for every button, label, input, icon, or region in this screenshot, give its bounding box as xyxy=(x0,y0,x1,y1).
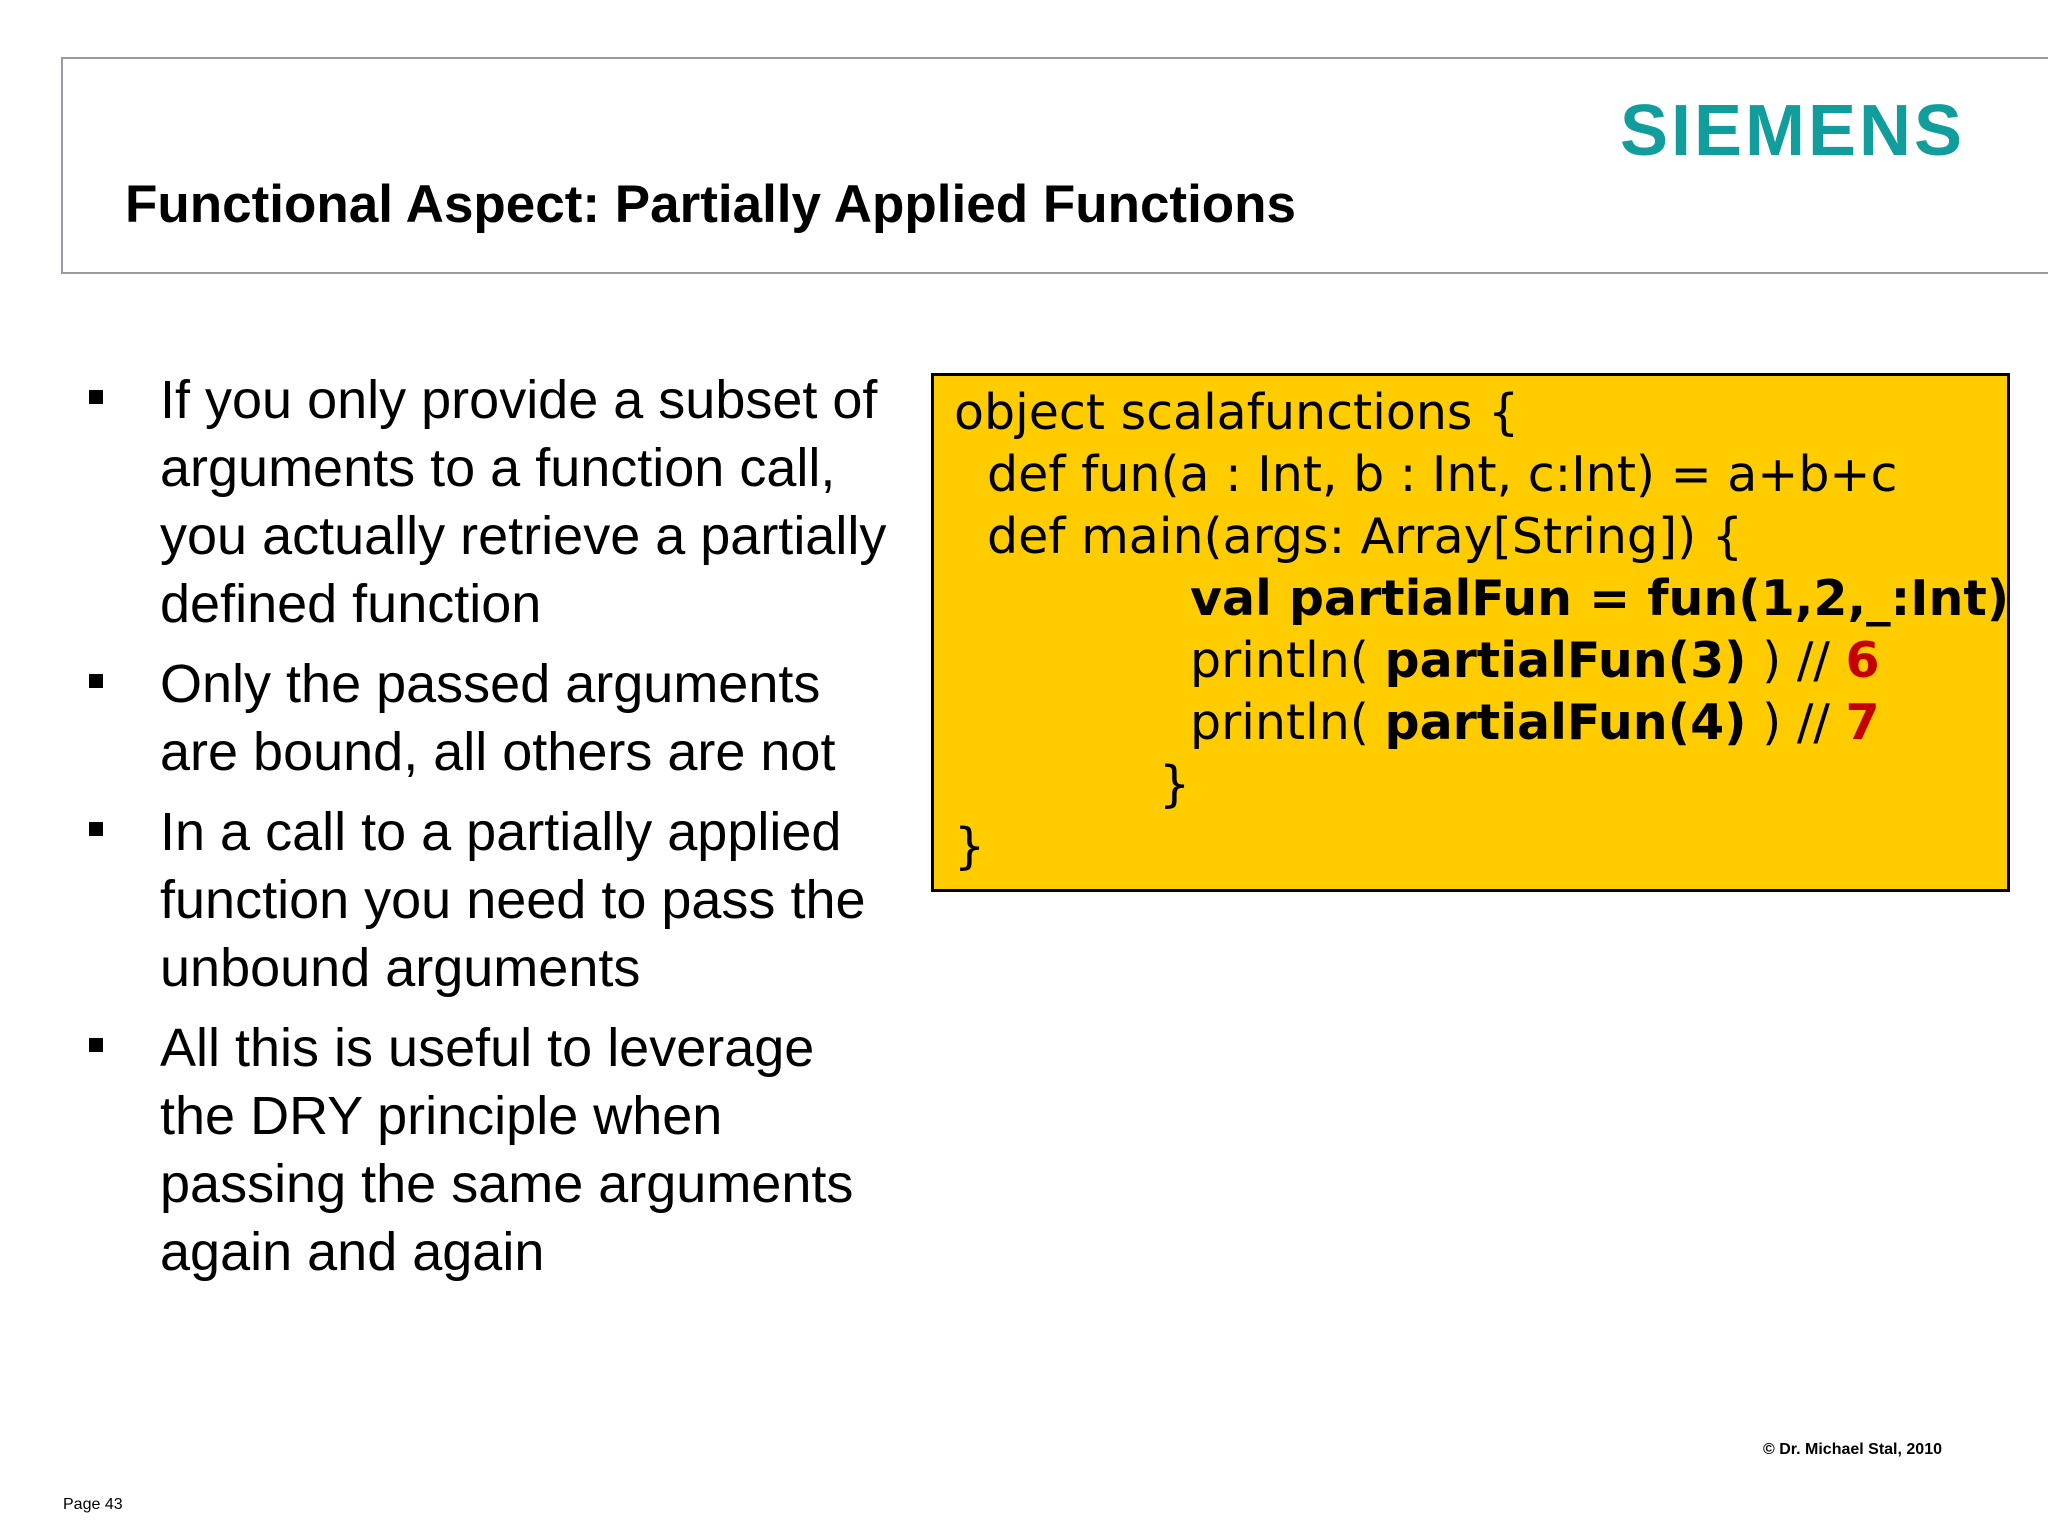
bullet-list xyxy=(80,366,900,1298)
code-line-close-object: } xyxy=(954,818,986,875)
code-partial-call: partialFun(4) xyxy=(1384,694,1747,751)
bullet-item xyxy=(80,650,900,786)
square-bullet-icon xyxy=(89,674,103,688)
page-number: Page 43 xyxy=(63,1496,123,1513)
bullet-item xyxy=(80,1014,900,1286)
square-bullet-icon xyxy=(89,1038,103,1052)
bullet-item xyxy=(80,798,900,1002)
code-line-fun-def: def fun(a : Int, b : Int, c:Int) = a+b+c xyxy=(987,446,1898,503)
copyright-notice: © Dr. Michael Stal, 2010 xyxy=(1763,1441,1942,1458)
bullet-text: All this is useful to leverage the DRY principle when passing the same arguments again and again xyxy=(160,1018,854,1282)
code-comment-marker: ) // xyxy=(1746,632,1846,689)
code-line-partial-val: val partialFun = fun(1,2,_:Int) xyxy=(1190,570,2010,627)
bullet-text: Only the passed arguments are bound, all others are not xyxy=(160,654,836,782)
code-example-box xyxy=(931,373,2010,892)
siemens-logo: SIEMENS xyxy=(1620,91,1966,171)
code-line-println-3 xyxy=(1190,632,1880,689)
code-comment-marker: ) // xyxy=(1746,694,1846,751)
bullet-text: In a call to a partially applied function you need to pass the unbound arguments xyxy=(160,802,866,998)
code-println-keyword: println( xyxy=(1190,694,1385,751)
code-line-close-main: } xyxy=(1159,756,1191,813)
square-bullet-icon xyxy=(89,822,103,836)
bullet-text: If you only provide a subset of arguments to a function call, you actually retrieve a partially defined function xyxy=(160,370,887,634)
code-line-println-4 xyxy=(1190,694,1880,751)
bullet-item xyxy=(80,366,900,638)
code-line-main-def: def main(args: Array[String]) { xyxy=(987,508,1743,565)
code-println-keyword: println( xyxy=(1190,632,1385,689)
code-result-value: 7 xyxy=(1845,694,1880,751)
code-partial-call: partialFun(3) xyxy=(1384,632,1747,689)
slide-title: Functional Aspect: Partially Applied Functions xyxy=(125,175,1297,234)
square-bullet-icon xyxy=(89,390,103,404)
code-result-value: 6 xyxy=(1845,632,1880,689)
code-line-object: object scalafunctions { xyxy=(954,384,1520,441)
